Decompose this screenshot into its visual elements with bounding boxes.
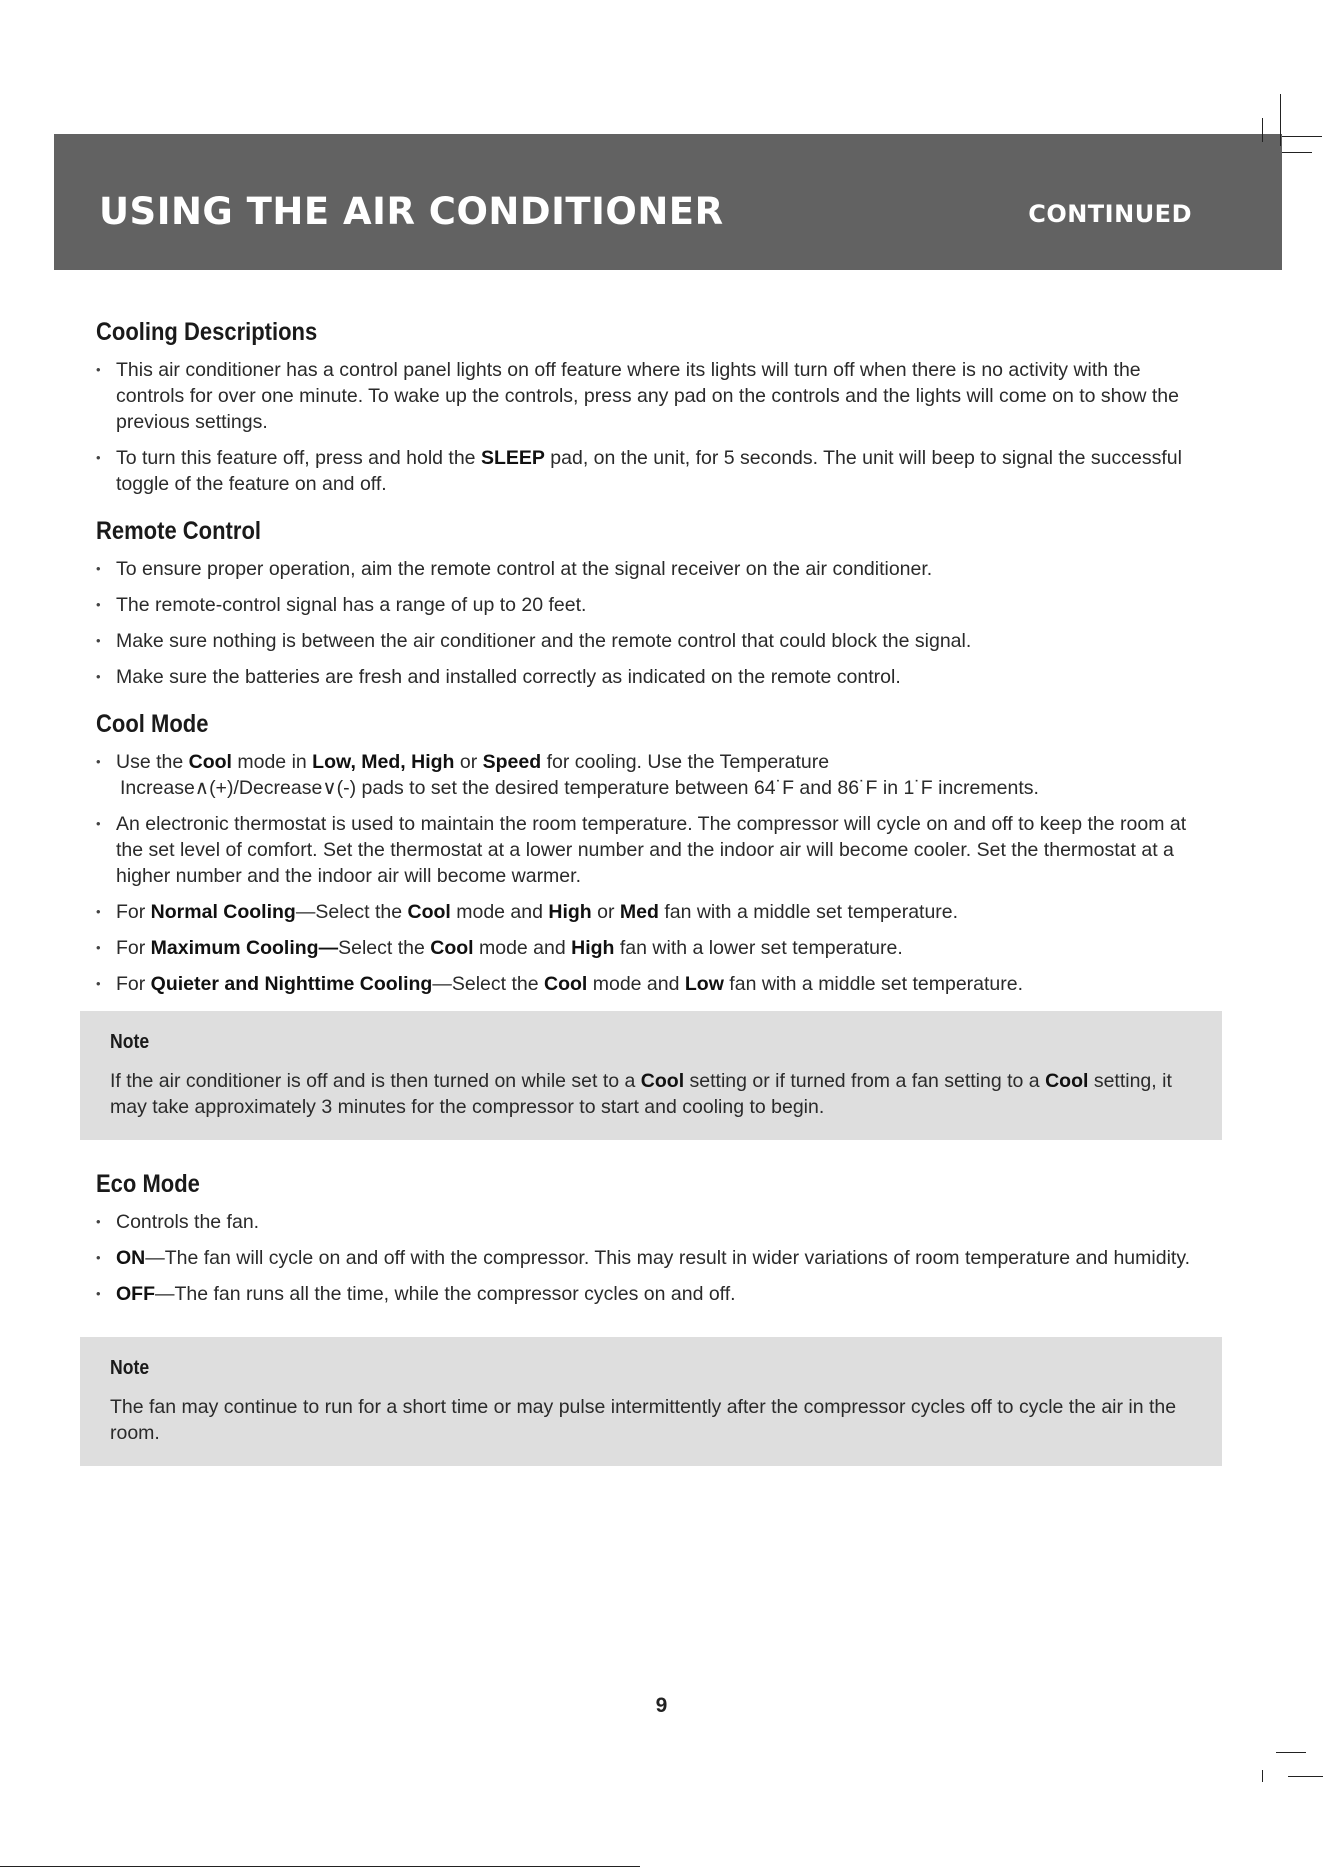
list-item-text: To turn this feature off, press and hold the xyxy=(116,447,481,469)
text: mode and xyxy=(450,901,549,923)
crop-mark xyxy=(1276,1752,1306,1753)
bold-term: Cool xyxy=(1045,1070,1089,1092)
text: For xyxy=(116,937,151,959)
bold-term: Cool xyxy=(188,751,232,773)
crop-mark xyxy=(1288,1776,1323,1777)
list-item-text: pad, on the unit, for 5 seconds. The unit will beep to signal the successful toggle of the feature on and off. xyxy=(116,447,1182,495)
bullet-list xyxy=(96,1209,1206,1307)
text: mode in xyxy=(231,751,313,773)
note-title: Note xyxy=(110,1031,150,1053)
bold-term: Speed xyxy=(482,751,542,773)
continued-label: CONTINUED xyxy=(1028,200,1192,228)
text: Use the xyxy=(116,751,189,773)
section-cooling-descriptions xyxy=(96,318,1206,497)
text: mode and xyxy=(587,973,685,995)
note-text xyxy=(110,1068,1192,1120)
crop-mark xyxy=(1280,94,1281,146)
bold-term: Cool xyxy=(430,937,474,959)
list-item xyxy=(96,1245,1206,1271)
list-item: • To ensure proper operation, aim the remote control at the signal receiver on the air conditioner. xyxy=(96,556,1206,582)
list-item xyxy=(96,749,1206,801)
page-content xyxy=(96,318,1206,1484)
text: fan with a lower set temperature. xyxy=(614,937,903,959)
bullet-list xyxy=(96,749,1206,997)
text: —Select the xyxy=(432,973,544,995)
list-item: • The remote-control signal has a range of up to 20 feet. xyxy=(96,592,1206,618)
list-item: • Make sure nothing is between the air conditioner and the remote control that could block the signal. xyxy=(96,628,1206,654)
list-item-text: This air conditioner has a control panel lights on off feature where its lights will turn off when there is no activity with the controls for over one minute. To wake up the controls, press any pad on the controls and the lights will come on to show the previous settings. xyxy=(116,359,1179,433)
list-item xyxy=(96,445,1206,497)
bold-term: Quieter and Nighttime Cooling xyxy=(150,973,433,995)
section-title: Cool Mode xyxy=(96,710,209,738)
list-item xyxy=(96,971,1206,997)
bold-term: High xyxy=(571,937,615,959)
text: —The fan will cycle on and off with the compressor. This may result in wider variations of room temperature and humidity. xyxy=(145,1247,1191,1269)
note-title: Note xyxy=(110,1357,150,1379)
section-cool-mode xyxy=(96,710,1206,997)
bold-term: Maximum Cooling— xyxy=(150,937,339,959)
text: fan with a middle set temperature. xyxy=(723,973,1024,995)
section-title: Eco Mode xyxy=(96,1170,200,1198)
crop-mark xyxy=(1282,152,1312,153)
text: setting or if turned from a fan setting to a xyxy=(684,1070,1046,1092)
bullet-list xyxy=(96,556,1206,690)
bold-term: Low xyxy=(684,973,724,995)
list-item xyxy=(96,935,1206,961)
text: setting, it may take approximately 3 minutes for the compressor to start and cooling to begin. xyxy=(110,1070,1172,1118)
text: Select the xyxy=(338,937,431,959)
bold-term: Cool xyxy=(407,901,451,923)
bold-term: Normal Cooling xyxy=(150,901,296,923)
text: for cooling. Use the Temperature xyxy=(541,751,830,773)
bold-term: SLEEP xyxy=(480,447,545,469)
page-number: 9 xyxy=(655,1694,668,1717)
section-eco-mode xyxy=(96,1170,1206,1307)
section-remote-control xyxy=(96,517,1206,690)
text: —Select the xyxy=(295,901,408,923)
bold-term: Low, Med, High xyxy=(312,751,455,773)
text: or xyxy=(454,751,483,773)
list-item xyxy=(96,1281,1206,1307)
list-item xyxy=(96,899,1206,925)
crop-mark xyxy=(0,1866,640,1867)
section-title: Remote Control xyxy=(96,517,261,545)
bullet-list xyxy=(96,357,1206,497)
list-item xyxy=(96,357,1206,435)
text: For xyxy=(116,901,151,923)
text: mode and xyxy=(473,937,572,959)
text: For xyxy=(116,973,151,995)
text: If the air conditioner is off and is then turned on while set to a xyxy=(110,1070,641,1092)
bold-term: OFF xyxy=(116,1283,155,1305)
crop-mark xyxy=(1262,1770,1263,1782)
header-band xyxy=(54,134,1282,270)
list-item: • Make sure the batteries are fresh and installed correctly as indicated on the remote control. xyxy=(96,664,1206,690)
crop-mark xyxy=(1262,118,1263,142)
bold-term: Cool xyxy=(640,1070,685,1092)
note-text: The fan may continue to run for a short time or may pulse intermittently after the compressor cycles off to cycle the air in the room. xyxy=(110,1396,1177,1444)
bold-term: Cool xyxy=(543,973,588,995)
list-item: • Controls the fan. xyxy=(96,1209,1206,1235)
text: fan with a middle set temperature. xyxy=(658,901,959,923)
list-item: • An electronic thermostat is used to maintain the room temperature. The compressor will cycle on and off to keep the room at the set level of comfort. Set the thermostat at a lower number and the indoor air will become cooler. Set the thermostat at a higher number and the indoor air will become warmer. xyxy=(96,811,1206,889)
note-box xyxy=(80,1011,1222,1140)
bold-term: ON xyxy=(116,1247,146,1269)
section-title: Cooling Descriptions xyxy=(96,318,318,346)
bold-term: High xyxy=(548,901,592,923)
text: —The fan runs all the time, while the compressor cycles on and off. xyxy=(155,1283,736,1305)
text: or xyxy=(591,901,620,923)
note-box xyxy=(80,1337,1222,1466)
crop-mark xyxy=(1282,136,1322,137)
temperature-range-text: Increase∧(+)/Decrease∨(-) pads to set the desired temperature between 64˙F and 86˙F in 1˙F increments. xyxy=(120,777,1039,799)
bold-term: Med xyxy=(619,901,659,923)
page-title: USING THE AIR CONDITIONER xyxy=(99,190,724,233)
